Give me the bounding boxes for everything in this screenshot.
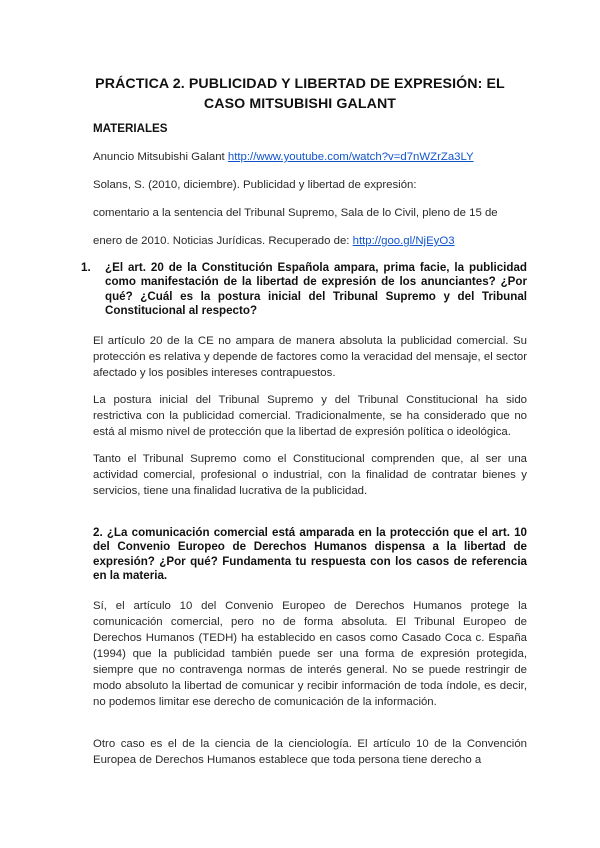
answer-2-paragraph-2: Otro caso es el de la ciencia de la cienciología. El artículo 10 de la Convención Europea de Derechos Humanos establece que toda persona tiene derecho a	[93, 738, 527, 766]
page-title	[60, 74, 540, 114]
reference-line-3-text: enero de 2010. Noticias Jurídicas. Recuperado de:	[93, 235, 353, 247]
answer-2-paragraph-1: Sí, el artículo 10 del Convenio Europeo de Derechos Humanos protege la comunicación comercial, pero no de forma absoluta. El Tribunal Europeo de Derechos Humanos (TEDH) ha establecido en casos como Casado Coca c. España (1994) que la publicidad también puede ser una forma de expresión protegida, siempre que no contravenga normas de interés general. No se puede restringir de modo absoluto la libertad de comunicar y recibir información de toda índole, es decir, no podemos limitar ese derecho de comunicación de la información.	[93, 600, 527, 708]
question-1-number: 1.	[81, 261, 91, 274]
anuncio-line	[93, 150, 527, 165]
question-1-text: ¿El art. 20 de la Constitución Española ampara, prima facie, la publicidad como manifestación de la libertad de expresión de los anunciantes? ¿Por qué? ¿Cuál es la postura inicial del Tribunal Supremo y del Tribunal Constitucional al respecto?	[105, 261, 527, 317]
title-line-2: CASO MITSUBISHI GALANT	[203, 96, 397, 112]
reference-line-2: comentario a la sentencia del Tribunal Supremo, Sala de lo Civil, pleno de 15 de	[93, 207, 498, 219]
question-2-text: ¿La comunicación comercial está amparada en la protección que el art. 10 del Convenio Europeo de Derechos Humanos dispensa a la libertad de expresión? ¿Por qué? Fundamenta tu respuesta con los casos de referencia en la materia.	[93, 526, 527, 582]
reference-line-1: Solans, S. (2010, diciembre). Publicidad y libertad de expresión:	[93, 179, 417, 191]
answer-1-paragraph-3: Tanto el Tribunal Supremo como el Constitucional comprenden que, al ser una actividad comercial, profesional o industrial, con la finalidad de contratar bienes y servicios, tiene una finalidad lucrativa de la publicidad.	[93, 453, 527, 497]
youtube-link[interactable]: http://www.youtube.com/watch?v=d7nWZrZa3LY	[227, 151, 474, 163]
question-2-number: 2.	[93, 526, 103, 539]
reference-line-3	[93, 234, 527, 249]
answer-1-paragraph-2: La postura inicial del Tribunal Supremo y del Tribunal Constitucional ha sido restrictiva con la publicidad comercial. Tradicionalmente, se ha considerado que no está al mismo nivel de protección que la libertad de expresión política o ideológica.	[93, 394, 527, 438]
question-2	[93, 526, 527, 583]
goo-gl-link[interactable]: http://goo.gl/NjEyO3	[352, 235, 455, 247]
title-line-1: PRÁCTICA 2. PUBLICIDAD Y LIBERTAD DE EXPRESIÓN: EL	[95, 76, 505, 92]
materiales-heading: MATERIALES	[93, 122, 168, 135]
question-1	[81, 261, 527, 318]
anuncio-label: Anuncio Mitsubishi Galant	[93, 151, 228, 163]
answer-1-paragraph-1: El artículo 20 de la CE no ampara de manera absoluta la publicidad comercial. Su protección es relativa y depende de factores como la veracidad del mensaje, el sector afectado y los posibles intereses contrapuestos.	[93, 335, 527, 379]
